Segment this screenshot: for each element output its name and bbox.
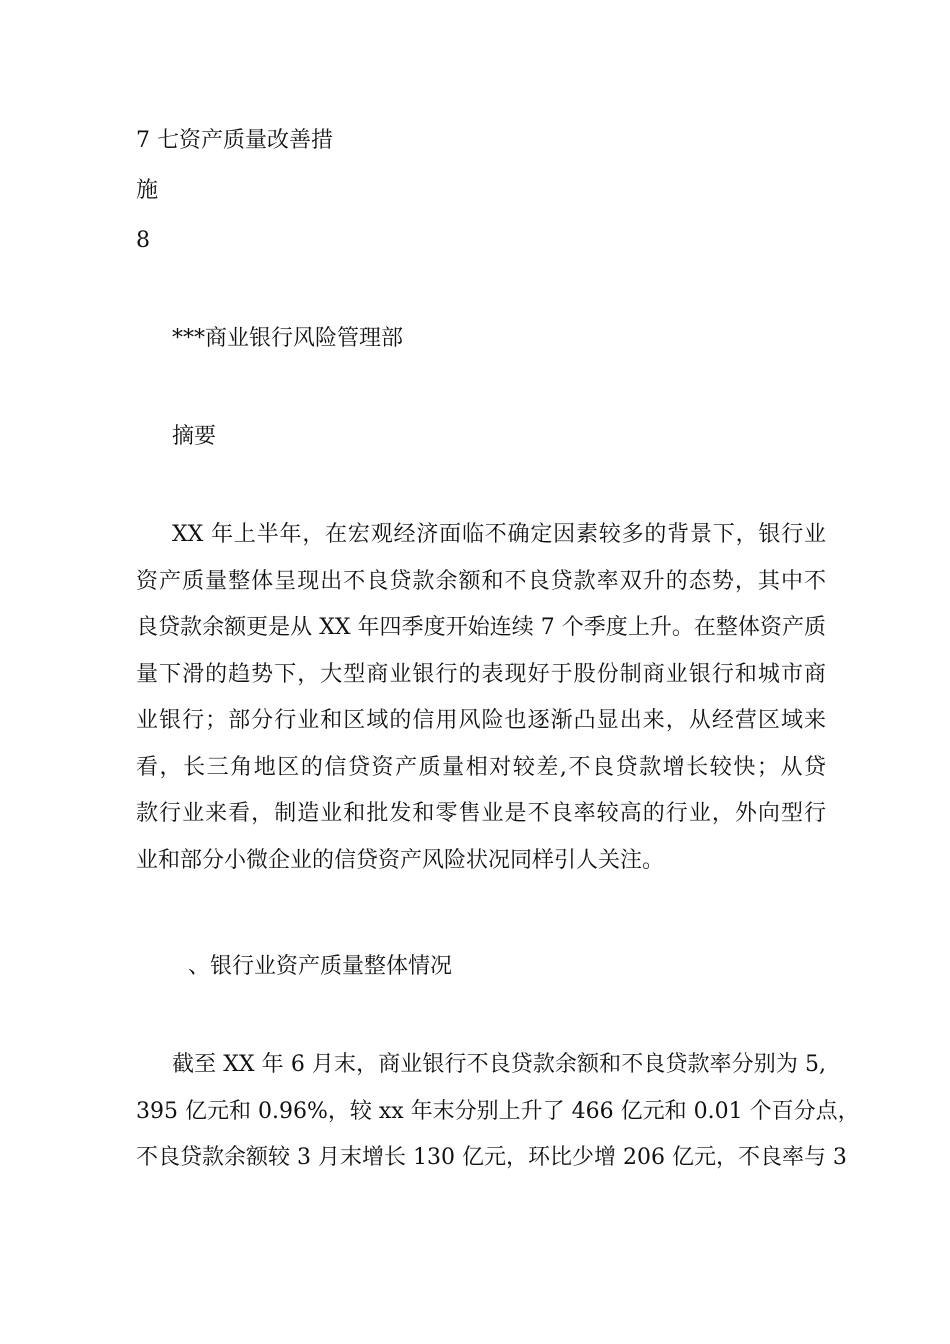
abstract-line: 量下滑的趋势下，大型商业银行的表现好于股份制商业银行和城市商 [136, 661, 826, 687]
abstract-paragraph [136, 512, 826, 884]
abstract-line: 看，长三角地区的信贷资产质量相对较差,不良贷款增长较快；从贷 [136, 754, 826, 780]
abstract-line: 良贷款余额更是从 XX 年四季度开始连续 7 个季度上升。在整体资产质 [136, 615, 826, 640]
abstract-line: 资产质量整体呈现出不良贷款余额和不良贷款率双升的态势，其中不 [136, 568, 826, 594]
section-line: 截至 XX 年 6 月末，商业银行不良贷款余额和不良贷款率分别为 5, [172, 1052, 826, 1077]
toc-item-7-title-line2: 施 [136, 178, 159, 203]
department-name: ***商业银行风险管理部 [172, 326, 404, 351]
abstract-line: 业银行；部分行业和区域的信用风险也逐渐凸显出来，从经营区域来 [136, 708, 826, 733]
abstract-line: 业和部分小微企业的信贷资产风险状况同样引人关注。 [136, 847, 665, 873]
section-line: 不良贷款余额较 3 月末增长 130 亿元，环比少增 206 亿元，不良率与 3 [136, 1145, 847, 1170]
section-line: 395 亿元和 0.96%，较 xx 年末分别上升了 466 亿元和 0.01 个百分点， [136, 1098, 860, 1124]
toc-item-7-page-number: 8 [136, 228, 150, 253]
abstract-heading: 摘要 [172, 424, 217, 449]
abstract-line: XX 年上半年，在宏观经济面临不确定因素较多的背景下，银行业 [172, 522, 826, 547]
toc-item-7-title-line1: 7 七资产质量改善措 [136, 128, 333, 153]
abstract-line: 款行业来看，制造业和批发和零售业是不良率较高的行业，外向型行 [136, 801, 826, 826]
section-heading: 、银行业资产质量整体情况 [188, 954, 453, 979]
section-paragraph [136, 1042, 860, 1182]
